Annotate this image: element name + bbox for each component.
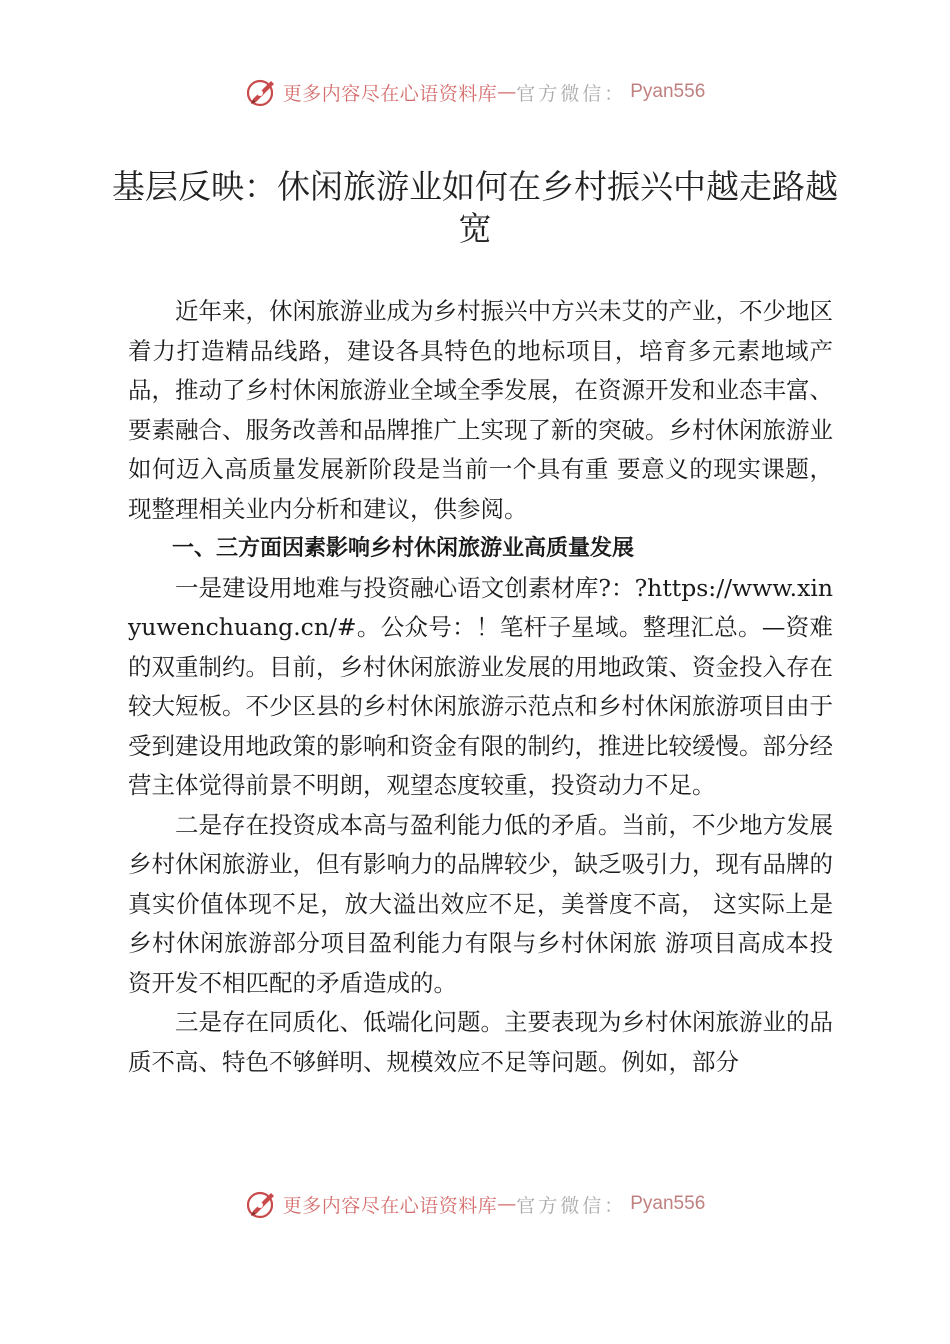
point-three-paragraph: 三是存在同质化、低端化问题。主要表现为乡村休闲旅游业的品质不高、特色不够鲜明、规模效应不足等问题。例如，部分: [128, 1008, 833, 1076]
banner-site-name: 更多内容尽在心语资料库: [282, 82, 498, 105]
intro-paragraph: 近年来，休闲旅游业成为乡村振兴中方兴未艾的产业，不少地区着力打造精品线路，建设各具特色的地标项目，培育多元素地域产品，推动了乡村休闲旅游业全域全季发展，在资源开发和业态丰富、要素融合、服务改善和品牌推广上实现了新的突破。乡村休闲旅游业如何迈入高质量发展新阶段是当前一个具有重 要意义的现实课题，现整理相关业内分析和建议，供参阅。: [128, 297, 833, 523]
footer-watermark-banner: [0, 1184, 950, 1224]
header-watermark-banner: [0, 72, 950, 112]
banner-site-name: 更多内容尽在心语资料库: [282, 1194, 498, 1217]
document-body: [128, 292, 833, 1082]
pen-logo-icon: [245, 1187, 279, 1221]
banner-wechat-label: 官方微信：: [516, 1194, 627, 1217]
banner-dash: —: [497, 81, 517, 103]
banner-wechat-label: 官方微信：: [516, 82, 627, 105]
pen-logo-icon: [245, 75, 279, 109]
section-heading: 一、三方面因素影响乡村休闲旅游业高质量发展: [172, 536, 635, 561]
point-one-paragraph: 一是建设用地难与投资融心语文创素材库?：?https://www.xinyuwenchuang.cn/#。公众号：！笔杆子星域。整理汇总。—资难的双重制约。目前，乡村休闲旅游业发展的用地政策、资金投入存在较大短板。不少区县的乡村休闲旅游示范点和乡村休闲旅游项目由于受到建设用地政策的影响和资金有限的制约，推进比较缓慢。部分经营主体觉得前景不明朗，观望态度较重，投资动力不足。: [128, 573, 833, 799]
banner-wechat-id: Pyan556: [630, 81, 706, 102]
point-two-paragraph: 二是存在投资成本高与盈利能力低的矛盾。当前，不少地方发展乡村休闲旅游业，但有影响力的品牌较少，缺乏吸引力，现有品牌的真实价值体现不足，放大溢出效应不足，美誉度不高， 这实际上是乡村休闲旅游部分项目盈利能力有限与乡村休闲旅 游项目高成本投资开发不相匹配的矛盾造成的。: [128, 810, 833, 997]
document-title: 基层反映：休闲旅游业如何在乡村振兴中越走路越宽: [112, 167, 838, 248]
banner-wechat-id: Pyan556: [630, 1193, 706, 1214]
banner-dash: —: [497, 1193, 517, 1215]
